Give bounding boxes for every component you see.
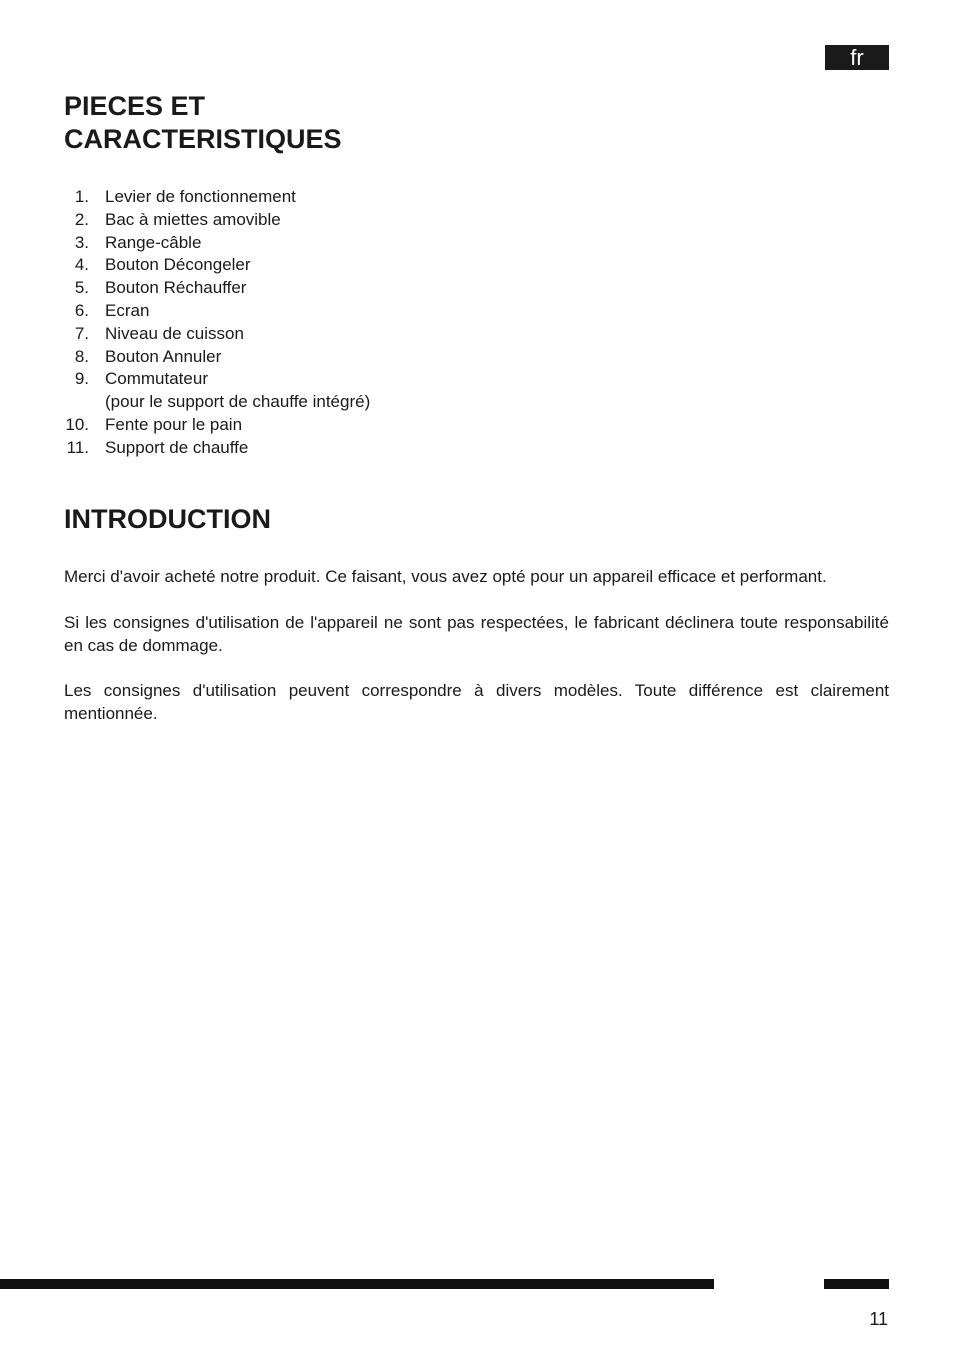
list-item-number: 7. (74, 323, 89, 343)
list-item (64, 209, 370, 232)
list-item-number: 2. (74, 209, 89, 229)
footer-rule (0, 1279, 714, 1289)
list-item (64, 414, 370, 437)
parts-list (64, 186, 370, 460)
list-item-label: Niveau de cuisson (105, 323, 244, 343)
list-item-label: Fente pour le pain (105, 414, 243, 434)
list-item-label: Levier de fonctionnement (105, 187, 296, 206)
list-item-number: 8. (74, 346, 89, 366)
list-item-label: Commutateur (105, 369, 208, 389)
list-item (64, 186, 370, 209)
list-item (64, 368, 370, 414)
page-number: 11 (869, 1309, 888, 1329)
list-item-number: 3. (74, 232, 89, 252)
list-item-number: 4. (74, 255, 89, 275)
section-title-parts: PIECES ET CARACTERISTIQUES (64, 91, 342, 154)
list-item (64, 254, 370, 277)
list-item-label: Bouton Annuler (105, 346, 222, 366)
list-item-note: (pour le support de chauffe intégré) (105, 392, 371, 412)
list-item-label: Support de chauffe (105, 437, 249, 457)
list-item-number: 6. (74, 300, 89, 320)
intro-paragraph: Si les consignes d'utilisation de l'appareil ne sont pas respectées, le fabricant déclinera toute responsabilité en cas de dommage. (64, 613, 889, 655)
list-item-number: 11. (66, 437, 89, 457)
list-item (64, 323, 370, 346)
list-item-number: 10. (65, 414, 89, 434)
list-item (64, 437, 370, 460)
list-item-text (105, 368, 370, 414)
intro-paragraph: Merci d'avoir acheté notre produit. Ce faisant, vous avez opté pour un appareil efficace et performant. (64, 567, 827, 586)
list-item (64, 346, 370, 369)
language-badge: fr (825, 45, 889, 70)
list-item-label: Bac à miettes amovible (105, 209, 281, 229)
footer-page-marker (824, 1279, 889, 1289)
list-item-label: Bouton Réchauffer (105, 278, 247, 298)
list-item-number: 9. (74, 369, 89, 389)
intro-paragraph: Les consignes d'utilisation peuvent correspondre à divers modèles. Toute différence est clairement mentionnée. (64, 681, 889, 723)
list-item-label: Range-câble (105, 232, 202, 252)
section-title-introduction: INTRODUCTION (64, 504, 271, 534)
list-item-number: 5. (74, 278, 89, 298)
list-item-number: 1. (74, 187, 89, 206)
list-item (64, 277, 370, 300)
list-item (64, 232, 370, 255)
list-item-label: Bouton Décongeler (105, 255, 251, 275)
list-item-label: Ecran (105, 300, 150, 320)
list-item (64, 300, 370, 323)
